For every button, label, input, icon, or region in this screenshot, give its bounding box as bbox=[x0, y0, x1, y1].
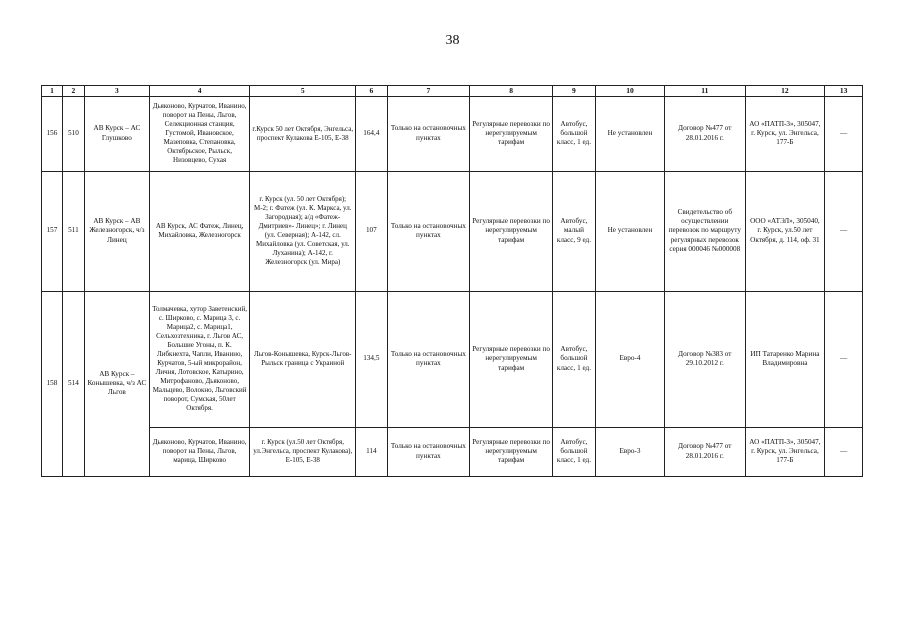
header-cell: 6 bbox=[356, 86, 387, 97]
transport-type-cell: Регулярные перевозки по нерегулируемым тарифам bbox=[470, 96, 553, 171]
eco-class-cell: Не установлен bbox=[595, 171, 664, 291]
transport-type-cell: Регулярные перевозки по нерегулируемым тарифам bbox=[470, 427, 553, 476]
header-cell: 5 bbox=[250, 86, 356, 97]
carrier-cell: АО «ПАТП-3», 305047, г. Курск, ул. Энгельса, 177-Б bbox=[745, 96, 825, 171]
header-cell: 9 bbox=[552, 86, 595, 97]
route-number-cell: 158 bbox=[42, 291, 63, 476]
boarding-cell: Только на остановочных пунктах bbox=[387, 171, 470, 291]
stops-cell: Толмачевка, хутор Заветенский, с. Ширково, с. Марица 3, с. Марица2, с. Марица1, Сельхозтехника, г. Льгов АС, Большие Угоны, п. К. Либкнехта, Чапли, Иванино, Курчатов, 5-ый микрорайон, Личня, Лотовское, Катырино, Митрофаново, Дьяконово, Мальцево, Волокно, Льговский поворот, Сумская, 50лет Октября. bbox=[149, 291, 250, 427]
stops-cell: Дьяконово, Курчатов, Иванино, поворот на Пены, Льгов, Селекционная станция, Густомой, Ивановское, Мазеповка, Степановка, Октябрьское, Рыльск, Низовцево, Сухая bbox=[149, 96, 250, 171]
length-cell: 134,5 bbox=[356, 291, 387, 427]
route-registry-cell: 511 bbox=[62, 171, 84, 291]
stops-cell: АВ Курск, АС Фатеж, Линец, Михайловка, Железногорск bbox=[149, 171, 250, 291]
length-cell: 107 bbox=[356, 171, 387, 291]
document-cell: Договор №383 от 29.10.2012 г. bbox=[665, 291, 746, 427]
header-cell: 11 bbox=[665, 86, 746, 97]
route-number-cell: 156 bbox=[42, 96, 63, 171]
header-row bbox=[42, 86, 863, 97]
boarding-cell: Только на остановочных пунктах bbox=[387, 291, 470, 427]
table-row bbox=[42, 171, 863, 291]
table-row bbox=[42, 96, 863, 171]
note-cell: — bbox=[825, 171, 863, 291]
document-cell: Свидетельство об осуществлении перевозок по маршруту регулярных перевозок серия 000046 №000008 bbox=[665, 171, 746, 291]
route-name-cell: АВ Курск – АС Глушково bbox=[84, 96, 149, 171]
header-cell: 2 bbox=[62, 86, 84, 97]
table-row bbox=[42, 291, 863, 427]
header-cell: 7 bbox=[387, 86, 470, 97]
header-cell: 8 bbox=[470, 86, 553, 97]
note-cell: — bbox=[825, 96, 863, 171]
note-cell: — bbox=[825, 291, 863, 427]
carrier-cell: ООО «АТЭЛ», 305040, г. Курск, ул.50 лет Октября, д. 114, оф. 31 bbox=[745, 171, 825, 291]
streets-cell: Льгов-Конышевка, Курск-Льгов-Рыльск граница с Украиной bbox=[250, 291, 356, 427]
length-cell: 114 bbox=[356, 427, 387, 476]
note-cell: — bbox=[825, 427, 863, 476]
streets-cell: г. Курск (ул. 50 лет Октября); М-2; г. Фатеж (ул. К. Маркса, ул. Загородная); а/д «Фатеж-Дмитриев»- Линец»; г. Линец (ул. Северная); А-142, сл. Михайловка (ул. Советская, ул. Луханина); А-142, г. Железногорск (ул. Мира) bbox=[250, 171, 356, 291]
header-cell: 10 bbox=[595, 86, 664, 97]
length-cell: 164,4 bbox=[356, 96, 387, 171]
routes-table bbox=[41, 85, 863, 477]
stops-cell: Дьяконово, Курчатов, Иванино, поворот на Пены, Льгов, марица, Ширково bbox=[149, 427, 250, 476]
eco-class-cell: Евро-3 bbox=[595, 427, 664, 476]
eco-class-cell: Евро-4 bbox=[595, 291, 664, 427]
boarding-cell: Только на остановочных пунктах bbox=[387, 427, 470, 476]
route-name-cell: АВ Курск – АВ Железногорск, ч/з Линец bbox=[84, 171, 149, 291]
carrier-cell: АО «ПАТП-3», 305047, г. Курск, ул. Энгельса, 177-Б bbox=[745, 427, 825, 476]
document-cell: Договор №477 от 28.01.2016 г. bbox=[665, 96, 746, 171]
streets-cell: г.Курск 50 лет Октября, Энгельса, проспект Кулакова Е-105, Е-38 bbox=[250, 96, 356, 171]
header-cell: 1 bbox=[42, 86, 63, 97]
transport-type-cell: Регулярные перевозки по нерегулируемым тарифам bbox=[470, 291, 553, 427]
vehicle-cell: Автобус, большой класс, 1 ед. bbox=[552, 427, 595, 476]
streets-cell: г. Курск (ул.50 лет Октября, ул.Энгельса, проспект Кулакова), Е-105, Е-38 bbox=[250, 427, 356, 476]
page-number: 38 bbox=[445, 33, 460, 48]
route-name-cell: АВ Курск – Конышевка, ч/з АС Льгов bbox=[84, 291, 149, 476]
vehicle-cell: Автобус, малый класс, 9 ед. bbox=[552, 171, 595, 291]
route-number-cell: 157 bbox=[42, 171, 63, 291]
header-cell: 4 bbox=[149, 86, 250, 97]
route-registry-cell: 514 bbox=[62, 291, 84, 476]
header-cell: 13 bbox=[825, 86, 863, 97]
document-cell: Договор №477 от 28.01.2016 г. bbox=[665, 427, 746, 476]
carrier-cell: ИП Татаренко Марина Владимировна bbox=[745, 291, 825, 427]
table-row bbox=[42, 427, 863, 476]
eco-class-cell: Не установлен bbox=[595, 96, 664, 171]
route-registry-cell: 510 bbox=[62, 96, 84, 171]
vehicle-cell: Автобус, большой класс, 1 ед. bbox=[552, 96, 595, 171]
transport-type-cell: Регулярные перевозки по нерегулируемым тарифам bbox=[470, 171, 553, 291]
vehicle-cell: Автобус, большой класс, 1 ед. bbox=[552, 291, 595, 427]
header-cell: 12 bbox=[745, 86, 825, 97]
header-cell: 3 bbox=[84, 86, 149, 97]
boarding-cell: Только на остановочных пунктах bbox=[387, 96, 470, 171]
